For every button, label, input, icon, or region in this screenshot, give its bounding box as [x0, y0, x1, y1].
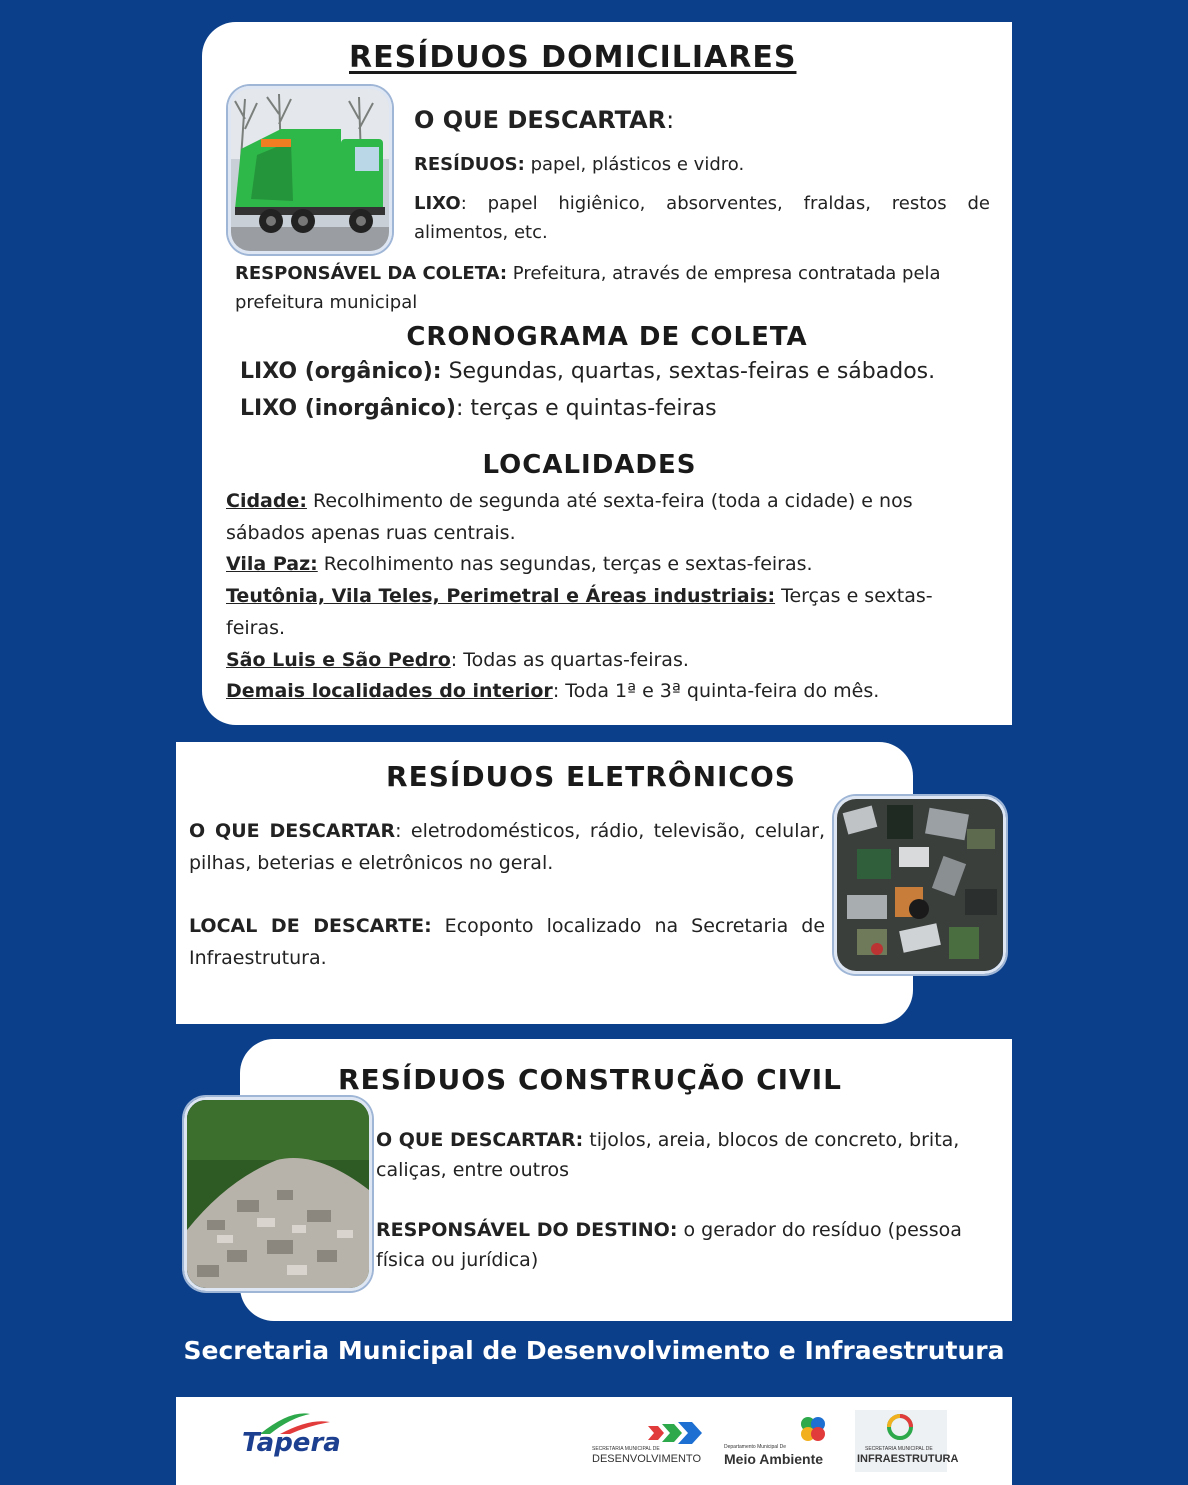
cronograma-organico: LIXO (orgânico): Segundas, quartas, sextas-feiras e sábados. [240, 359, 936, 384]
localidade-item: Cidade: Recolhimento de segunda até sexta-feira (toda a cidade) e nos sábados apenas ruas centrais. [226, 490, 913, 544]
eletronicos-title: RESÍDUOS ELETRÔNICOS [386, 760, 796, 793]
construcao-what: O QUE DESCARTAR: tijolos, areia, blocos de concreto, brita, caliças, entre outros [376, 1129, 960, 1181]
construcao-title: RESÍDUOS CONSTRUÇÃO CIVIL [338, 1063, 842, 1096]
rubble-pile-photo [184, 1097, 372, 1291]
localidade-item: Teutônia, Vila Teles, Perimetral e Áreas industriais: Terças e sextas-feiras. [226, 585, 933, 639]
localidades-list [226, 486, 990, 708]
arrows-icon [648, 1418, 708, 1448]
domiciliares-lixo: LIXO: papel higiênico, absorventes, fraldas, restos de alimentos, etc. [414, 193, 990, 243]
cronograma-inorganico: LIXO (inorgânico): terças e quintas-feiras [240, 396, 717, 421]
ring-icon [885, 1412, 915, 1442]
domiciliares-what-heading: O QUE DESCARTAR: [414, 106, 675, 134]
localidade-item: Vila Paz: Recolhimento nas segundas, terças e sextas-feiras. [226, 553, 813, 576]
meio-ambiente-logo: Departamento Municipal De Meio Ambiente [722, 1414, 840, 1472]
garbage-truck-photo [228, 86, 392, 254]
flower-icon [798, 1414, 828, 1444]
localidade-item: Demais localidades do interior: Toda 1ª e 3ª quinta-feira do mês. [226, 680, 880, 703]
domiciliares-residuos: RESÍDUOS: papel, plásticos e vidro. [414, 154, 745, 175]
domiciliares-responsavel: RESPONSÁVEL DA COLETA: Prefeitura, através de empresa contratada pela prefeitura municipal [235, 263, 941, 313]
desenvolvimento-logo: SECRETARIA MUNICIPAL DE DESENVOLVIMENTO [590, 1416, 708, 1472]
cronograma-title: CRONOGRAMA DE COLETA [406, 322, 808, 352]
tapera-logo: Tapera [240, 1408, 340, 1468]
secretaria-footer-text: Secretaria Municipal de Desenvolvimento e Infraestrutura [183, 1336, 1005, 1365]
eletronicos-what: O QUE DESCARTAR: eletrodomésticos, rádio, televisão, celular, pilhas, beterias e eletrônicos no geral. [189, 820, 825, 874]
eletronicos-local: LOCAL DE DESCARTE: Ecoponto localizado na Secretaria de Infraestrutura. [189, 915, 826, 969]
localidades-title: LOCALIDADES [482, 450, 697, 480]
electronic-waste-photo [834, 796, 1006, 974]
localidade-item: São Luis e São Pedro: Todas as quartas-feiras. [226, 648, 689, 671]
construcao-responsavel: RESPONSÁVEL DO DESTINO: o gerador do resíduo (pessoa física ou jurídica) [376, 1219, 962, 1271]
infraestrutura-logo: SECRETARIA MUNICIPAL DE INFRAESTRUTURA [855, 1410, 947, 1472]
domiciliares-title: RESÍDUOS DOMICILIARES [349, 40, 797, 75]
